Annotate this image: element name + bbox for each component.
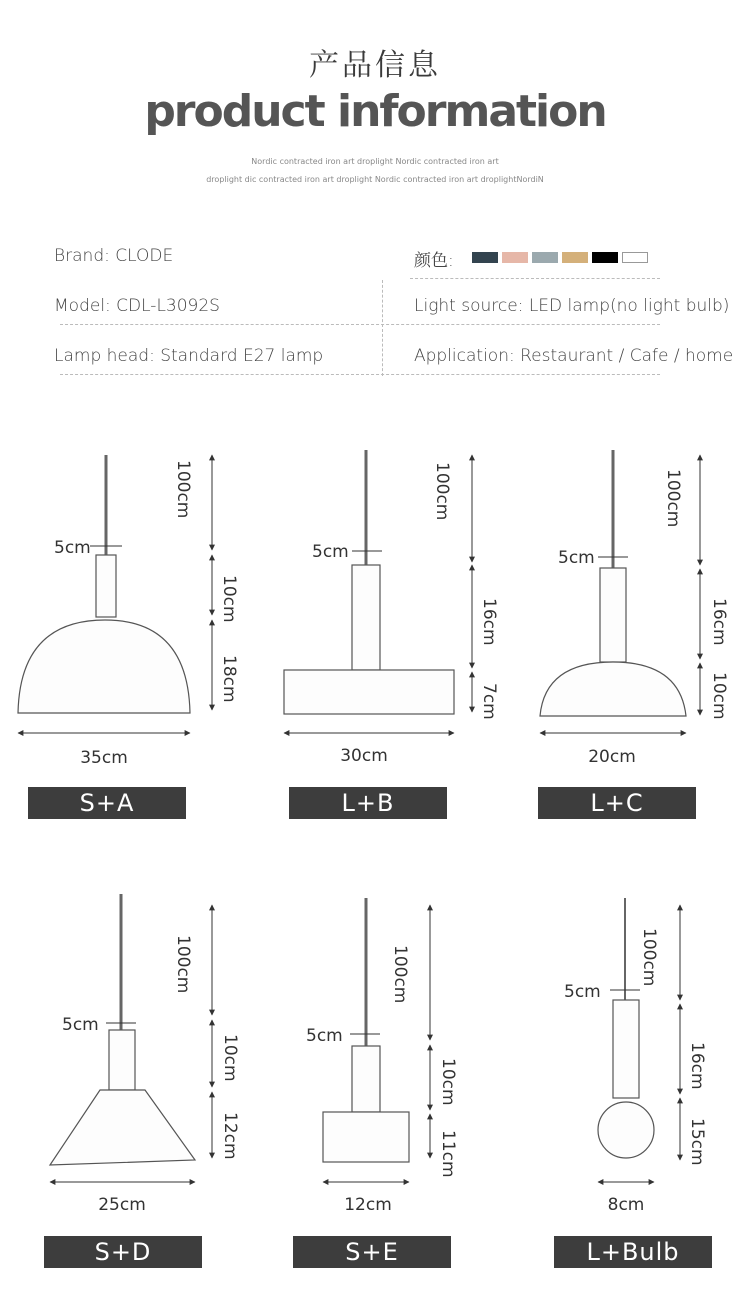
- dim-label: 100cm: [173, 460, 193, 519]
- dim-label: 10cm: [219, 575, 239, 623]
- dim-label: 5cm: [312, 542, 349, 562]
- title-chinese: 产品信息: [309, 48, 441, 83]
- dim-label: 15cm: [687, 1118, 707, 1166]
- dim-label: 16cm: [479, 598, 499, 646]
- dim-label: 35cm: [80, 748, 128, 768]
- dim-label: 18cm: [219, 655, 239, 703]
- dim-label: 100cm: [639, 928, 659, 987]
- brand-spec: Brand: CLODE: [54, 246, 174, 266]
- dim-label: 7cm: [479, 683, 499, 720]
- dim-label: 10cm: [438, 1058, 458, 1106]
- dim-label: 5cm: [306, 1026, 343, 1046]
- dim-label: 5cm: [62, 1015, 99, 1035]
- model-spec: Model: CDL-L3092S: [54, 296, 220, 316]
- light-source-spec: Light source: LED lamp(no light bulb): [414, 296, 730, 316]
- dim-label: 8cm: [607, 1195, 645, 1215]
- variant-label-l-c: L+C: [538, 787, 696, 819]
- variant-label-l-bulb: L+Bulb: [554, 1236, 712, 1268]
- dim-label: 20cm: [588, 747, 636, 767]
- dim-label: 100cm: [390, 945, 410, 1004]
- dim-label: 10cm: [220, 1034, 240, 1082]
- color-label: 颜色:: [414, 251, 454, 271]
- dim-label: 100cm: [663, 469, 683, 528]
- variant-label-s-a: S+A: [28, 787, 186, 819]
- dim-label: 5cm: [558, 548, 595, 568]
- dim-label: 25cm: [98, 1195, 146, 1215]
- dim-label: 10cm: [709, 672, 729, 720]
- dim-label: 12cm: [344, 1195, 392, 1215]
- lamp-head-spec: Lamp head: Standard E27 lamp: [54, 346, 324, 366]
- variant-label-l-b: L+B: [289, 787, 447, 819]
- dim-label: 16cm: [709, 598, 729, 646]
- variant-label-s-d: S+D: [44, 1236, 202, 1268]
- subtitle-line-2: droplight dic contracted iron art droplight Nordic contracted iron art droplightNordiN: [206, 175, 544, 184]
- dim-label: 100cm: [432, 462, 452, 521]
- dim-label: 11cm: [438, 1130, 458, 1178]
- application-spec: Application: Restaurant / Cafe / home: [414, 346, 734, 366]
- title-english: product information: [144, 86, 606, 137]
- dim-label: 16cm: [687, 1042, 707, 1090]
- dim-label: 5cm: [564, 982, 601, 1002]
- dim-label: 12cm: [220, 1112, 240, 1160]
- variant-label-s-e: S+E: [293, 1236, 451, 1268]
- dim-label: 100cm: [173, 935, 193, 994]
- dim-label: 5cm: [54, 538, 91, 558]
- dim-label: 30cm: [340, 746, 388, 766]
- subtitle-line-1: Nordic contracted iron art droplight Nordic contracted iron art: [251, 157, 499, 166]
